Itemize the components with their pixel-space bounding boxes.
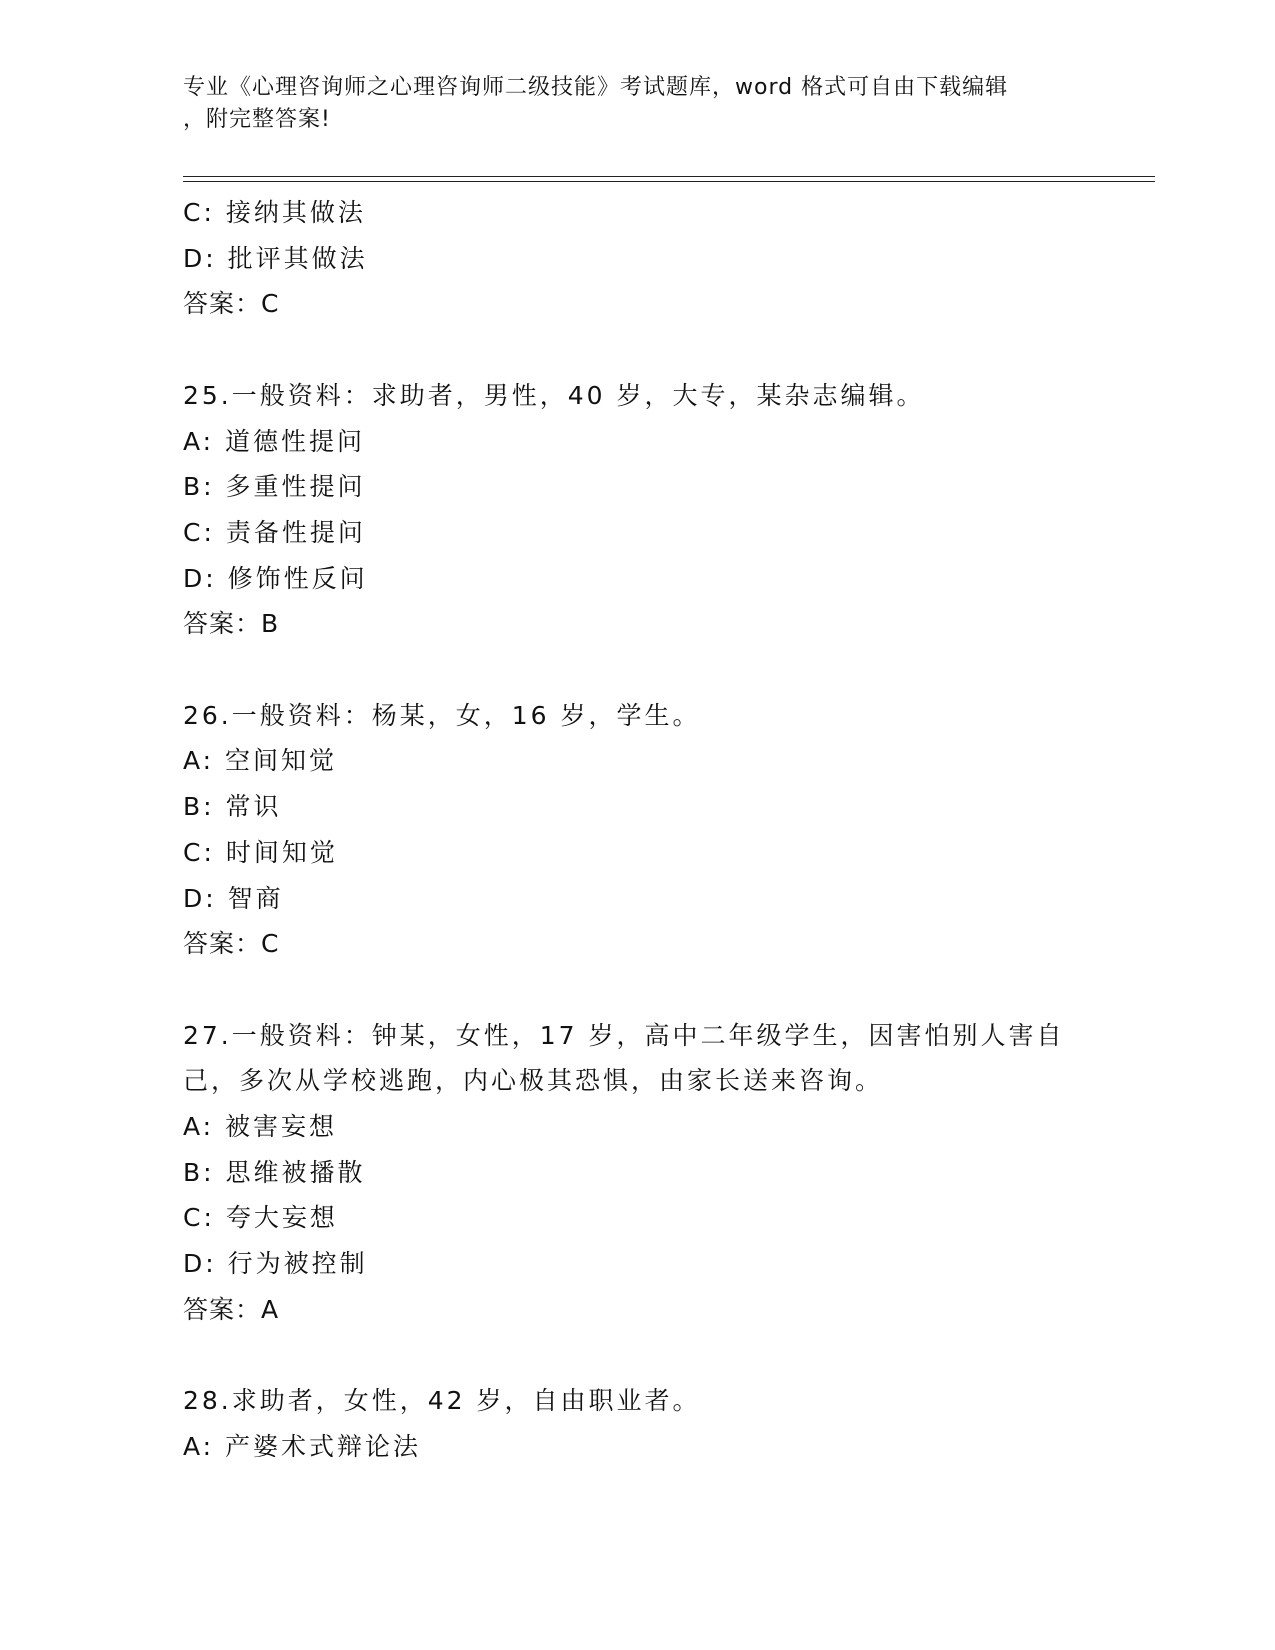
option-text: 批评其做法 [227,243,368,273]
option-text: 产婆术式辩论法 [225,1431,422,1461]
option-label: C: [183,837,215,867]
option-label: B: [183,472,215,502]
option-a [183,738,1083,784]
option-label: D: [183,1249,217,1279]
option-label: B: [183,792,215,822]
option-label: A: [183,746,215,776]
option-text: 夸大妄想 [225,1203,338,1233]
question-stem-line-1: 27.一般资料：钟某，女性，17 岁，高中二年级学生，因害怕别人害自 [183,1020,1065,1050]
header-divider-bottom [183,181,1155,182]
option-d [183,1241,1083,1287]
option-d [183,236,1083,282]
option-c [183,190,1083,236]
option-label: A: [183,1431,215,1461]
answer-line: 答案：C [183,289,280,319]
question-stem: 28.求助者，女性，42 岁，自由职业者。 [183,1386,701,1416]
option-text: 思维被播散 [225,1157,366,1187]
question-28 [183,1378,1083,1469]
option-b [183,464,1083,510]
option-c [183,830,1083,876]
option-text: 道德性提问 [225,426,366,456]
option-text: 接纳其做法 [225,198,366,227]
answer-line: 答案：B [183,609,280,639]
option-label: B: [183,1157,215,1187]
option-text: 修饰性反问 [227,563,368,593]
option-a [183,419,1083,465]
option-text: 空间知觉 [225,746,338,776]
option-label: C: [183,1203,215,1233]
header-title-line-1: 专业《心理咨询师之心理咨询师二级技能》考试题库，word 格式可自由下载编辑 [183,75,1009,100]
question-stem: 25.一般资料：求助者，男性，40 岁，大专，某杂志编辑。 [183,380,925,410]
option-a [183,1424,1083,1470]
option-text: 责备性提问 [225,517,366,547]
option-text: 行为被控制 [227,1249,368,1279]
option-label: C: [183,517,215,547]
option-label: C: [183,198,215,227]
option-d [183,556,1083,602]
question-fragment [183,190,1083,327]
question-25 [183,373,1083,647]
question-stem-line-2: 己，多次从学校逃跑，内心极其恐惧，由家长送来咨询。 [183,1066,884,1096]
answer-line: 答案：C [183,929,280,959]
option-text: 多重性提问 [225,472,366,502]
option-label: D: [183,243,217,273]
option-b [183,784,1083,830]
option-d [183,876,1083,922]
answer-line: 答案：A [183,1294,280,1324]
option-b [183,1150,1083,1196]
option-c [183,510,1083,556]
option-text: 时间知觉 [225,837,338,867]
option-label: D: [183,563,217,593]
question-26 [183,693,1083,967]
document-header [183,72,1063,136]
option-c [183,1195,1083,1241]
option-label: A: [183,1112,215,1142]
option-label: D: [183,883,217,913]
option-text: 智商 [227,883,284,913]
option-text: 常识 [225,792,282,822]
option-a [183,1104,1083,1150]
question-stem: 26.一般资料：杨某，女，16 岁，学生。 [183,700,701,730]
option-label: A: [183,426,215,456]
question-list [183,190,1083,1470]
question-27 [183,1013,1083,1333]
header-divider-top [183,176,1155,177]
option-text: 被害妄想 [225,1112,338,1142]
header-title-line-2: ，附完整答案! [183,107,331,132]
